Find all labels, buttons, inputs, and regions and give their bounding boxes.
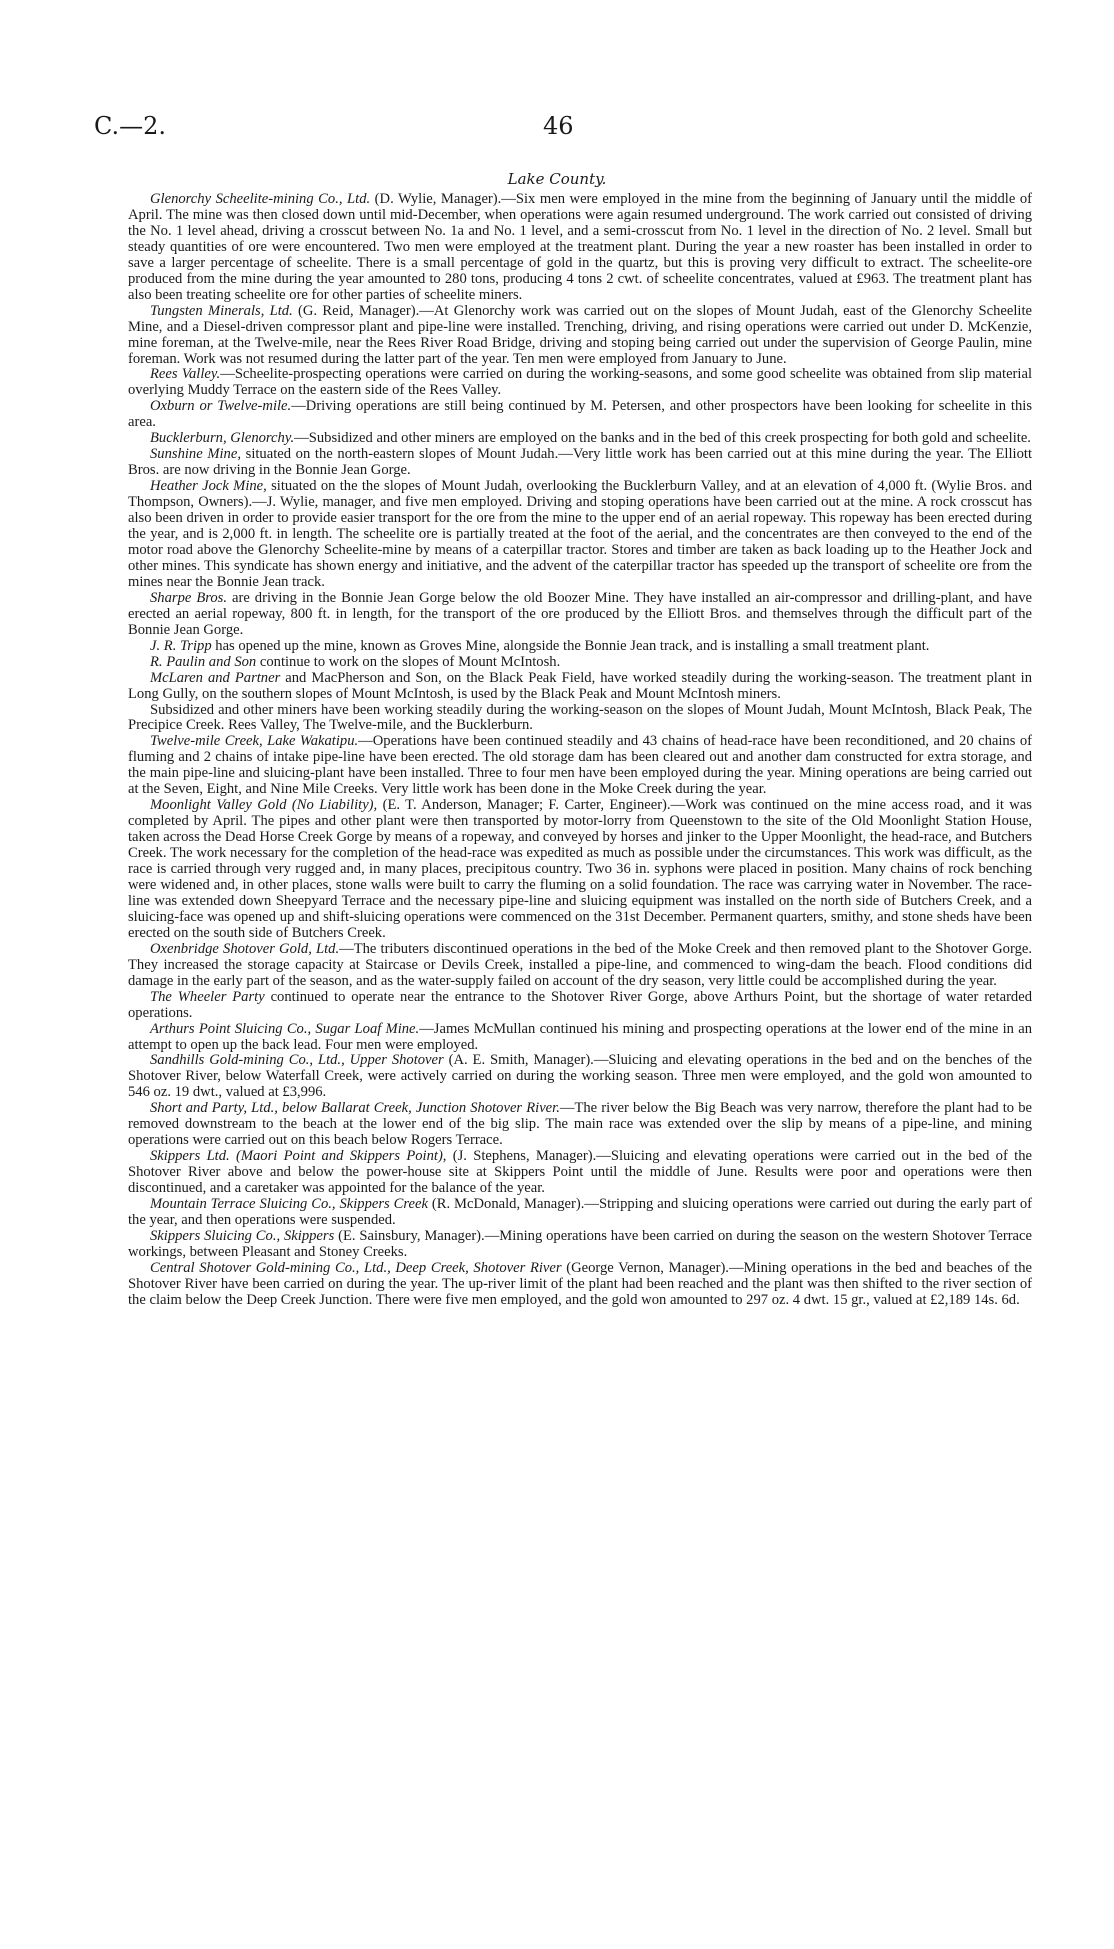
paragraph-lead: Sharpe Bros. bbox=[150, 589, 228, 606]
paragraph-text: continue to work on the slopes of Mount McIntosh. bbox=[256, 653, 561, 670]
page-number: 46 bbox=[543, 112, 574, 140]
paragraph-text: (R. McDonald, Manager).—Stripping and sluicing operations were carried out during the early part of the year, and then operations were suspended. bbox=[128, 1196, 1032, 1228]
paragraph-text: (J. Stephens, Manager).—Sluicing and elevating operations were carried out in the bed of the Shotover River above and below the power-house site at Skippers Point until the middle of June. Results were poor and operations were then discontinued, and a caretaker was appointed for the balance of the year. bbox=[128, 1148, 1032, 1197]
paragraph bbox=[128, 703, 1032, 735]
document-code: C.—2. bbox=[94, 112, 167, 140]
paragraph-text: and MacPherson and Son, on the Black Peak Field, have worked steadily during the working-season. The treatment plant in Long Gully, on the southern slopes of Mount McIntosh, is used by the Black Peak and Mount McIntosh miners. bbox=[128, 669, 1033, 702]
paragraph-text: (E. T. Anderson, Manager; F. Carter, Engineer).—Work was continued on the mine access road, and it was completed by April. The pipes and other plant were then transported by motor-lorry from Queenstown to the site of the Old Moonlight Station House, taken across the Dead Horse Creek Gorge by means of a ropeway, and conveyed by horses and jinker to the Upper Moonlight, the head-race, and Butchers Creek. The work necessary for the completion of the head-race was expedited as much as possible under the circumstances. This work was difficult, as the race is carried through very rugged and, in many places, precipitous country. Two 36 in. syphons were placed in position. Many chains of rock benching were widened and, in other places, stone walls were built to carry the fluming on a solid foundation. The race was carrying water in November. The race-line was extended down Sheepyard Terrace and the necessary pipe-line and sluicing equipment was installed on the north side of Butchers Creek, and a sluicing-face was opened up and shift-sluicing operations were commenced on the 31st December. Permanent quarters, smithy, and stone sheds have been erected on the south side of Butchers Creek. bbox=[128, 797, 1032, 941]
paragraph-lead: Skippers Ltd. (Maori Point and Skippers Point), bbox=[150, 1148, 447, 1165]
paragraph-text: are driving in the Bonnie Jean Gorge below the old Boozer Mine. They have installed an air-compressor and drilling-plant, and have erected an aerial ropeway, 800 ft. in length, for the transport of the ore produced by the Elliott Bros. and themselves through the difficult part of the Bonnie Jean Gorge. bbox=[128, 589, 1033, 638]
paragraph-lead: Glenorchy Scheelite-mining Co., Ltd. bbox=[150, 191, 371, 207]
paragraph-lead: Short and Party, Ltd., below Ballarat Creek, Junction Shotover River. bbox=[150, 1100, 560, 1117]
paragraph-lead: Oxenbridge Shotover Gold, Ltd. bbox=[150, 940, 340, 957]
paragraph-lead: The Wheeler Party bbox=[150, 988, 265, 1005]
paragraph-text: situated on the the slopes of Mount Judah, overlooking the Bucklerburn Valley, and at an elevation of 4,000 ft. (Wylie Bros. and Thompson, Owners).—J. Wylie, manager, and five men employed. Driving and stoping operations have been carried out at the mine. A rock crosscut has also been driven in order to provide easier transport for the ore from the mine to the upper end of an aerial ropeway. This ropeway has been erected during the year, and is 2,000 ft. in length. The scheelite ore is partially treated at the foot of the aerial, and the concentrates are then conveyed to the end of the motor road above the Glenorchy Scheelite-mine by means of a caterpillar tractor. Stores and timber are taken as back loading up to the Heather Jock and other mines. This syndicate has shown energy and initiative, and the advent of the caterpillar tractor has speeded up the transport of scheelite ore from the mines near the Bonnie Jean track. bbox=[128, 478, 1032, 590]
paragraph-lead: Rees Valley. bbox=[150, 366, 221, 383]
paragraph-lead: Twelve-mile Creek, Lake Wakatipu. bbox=[150, 733, 359, 750]
paragraph-lead: J. R. Tripp bbox=[150, 637, 212, 654]
paragraph bbox=[128, 671, 1032, 703]
paragraph bbox=[128, 942, 1032, 990]
paragraph bbox=[128, 479, 1032, 591]
paragraph bbox=[128, 798, 1032, 942]
paragraph-text: (George Vernon, Manager).—Mining operations in the bed and beaches of the Shotover River have been carried on during the year. The up-river limit of the plant had been reached and the plant was then shifted to the river section of the claim below the Deep Creek Junction. There were five men employed, and the gold won amounted to 297 oz. 4 dwt. 15 gr., valued at £2,189 14s. 6d. bbox=[128, 1259, 1032, 1308]
paragraph-lead: Sandhills Gold-mining Co., Ltd., Upper Shotover bbox=[150, 1052, 444, 1069]
paragraph-text: —Driving operations are still being continued by M. Petersen, and other prospectors have been looking for scheelite in this area. bbox=[128, 398, 1032, 431]
paragraph-text: (G. Reid, Manager).—At Glenorchy work was carried out on the slopes of Mount Judah, east of the Glenorchy Scheelite Mine, and a Diesel-driven compressor plant and pipe-line were installed. Trenching, driving, and rising operations were carried out under D. McKenzie, mine foreman, at the Twelve-mile, near the Rees River Road Bridge, driving and stoping being carried out under the supervision of George Paulin, mine foreman. Work was not resumed during the latter part of the year. Ten men were employed from January to June. bbox=[128, 302, 1033, 367]
paragraph bbox=[128, 655, 1032, 671]
paragraph bbox=[128, 734, 1032, 798]
paragraph-text: —The tributers discontinued operations in the bed of the Moke Creek and then removed plant to the Shotover Gorge. They increased the storage capacity at Staircase or Devils Creek, installed a pipe-line, and commenced to wing-dam the beach. Flood conditions did damage in the early part of the season, and as the water-supply failed on account of the dry season, very little could be accomplished during the year. bbox=[128, 940, 1032, 989]
paragraph bbox=[128, 399, 1032, 431]
paragraph-lead: Mountain Terrace Sluicing Co., Skippers Creek bbox=[150, 1196, 428, 1213]
paragraph-lead: Moonlight Valley Gold (No Liability), bbox=[150, 797, 378, 814]
paragraph bbox=[128, 1022, 1032, 1054]
paragraph bbox=[128, 639, 1032, 655]
paragraph-text: (E. Sainsbury, Manager).—Mining operations have been carried on during the season on the western Shotover Terrace workings, between Pleasant and Stoney Creeks. bbox=[128, 1227, 1032, 1260]
paragraph-text: —The river below the Big Beach was very narrow, therefore the plant had to be removed downstream to the beach at the lower end of the big slip. The main race was extended over the slip by means of a pipe-line, and mining operations were carried out on this beach below Rogers Terrace. bbox=[128, 1100, 1032, 1149]
paragraph-text: has opened up the mine, known as Groves Mine, alongside the Bonnie Jean track, and is installing a small treatment plant. bbox=[211, 637, 930, 654]
paragraph bbox=[128, 1149, 1032, 1197]
paragraph-lead: Arthurs Point Sluicing Co., Sugar Loaf Mine. bbox=[150, 1020, 420, 1037]
section-title: Lake County. bbox=[507, 170, 607, 188]
paragraph bbox=[128, 192, 1032, 304]
paragraph-lead: Oxburn or Twelve-mile. bbox=[150, 398, 292, 415]
paragraph bbox=[128, 1229, 1032, 1261]
paragraph bbox=[128, 990, 1032, 1022]
paragraph bbox=[128, 431, 1032, 447]
paragraph-lead: McLaren and Partner bbox=[150, 669, 281, 686]
document-body bbox=[128, 192, 1032, 1309]
paragraph-text: —Scheelite-prospecting operations were carried on during the working-seasons, and some good scheelite was obtained from slip material overlying Muddy Terrace on the eastern side of the Rees Valley. bbox=[128, 366, 1032, 399]
paragraph-text: situated on the north-eastern slopes of Mount Judah.—Very little work has been carried out at this mine during the year. The Elliott Bros. are now driving in the Bonnie Jean Gorge. bbox=[128, 446, 1032, 479]
paragraph bbox=[128, 1101, 1032, 1149]
paragraph-text: —Subsidized and other miners are employed on the banks and in the bed of this creek prospecting for both gold and scheelite. bbox=[294, 430, 1031, 447]
paragraph bbox=[128, 1197, 1032, 1229]
paragraph-lead: Heather Jock Mine, bbox=[150, 478, 267, 495]
paragraph-lead: Central Shotover Gold-mining Co., Ltd., Deep Creek, Shotover River bbox=[150, 1259, 562, 1276]
paragraph bbox=[128, 1261, 1032, 1309]
paragraph-lead: Sunshine Mine, bbox=[150, 446, 241, 463]
paragraph bbox=[128, 304, 1032, 368]
paragraph-lead: R. Paulin and Son bbox=[150, 653, 257, 670]
paragraph-text: (A. E. Smith, Manager).—Sluicing and elevating operations in the bed and on the benches of the Shotover River, below Waterfall Creek, were actively carried on during the working season. Three men were employed, and the gold won amounted to 546 oz. 19 dwt., valued at £3,996. bbox=[128, 1052, 1032, 1101]
paragraph-text: (D. Wylie, Manager).—Six men were employed in the mine from the beginning of January until the middle of April. The mine was then closed down until mid-December, when operations were again resumed underground. The work carried out consisted of driving the No. 1 level ahead, driving a crosscut between No. 1a and No. 1 level, and a semi-crosscut from No. 1 level in the direction of No. 2 level. Small but steady quantities of ore were encountered. Two men were employed at the treatment plant. During the year a new roaster has been installed in order to save a larger percentage of scheelite. There is a small percentage of gold in the quartz, but this is proving very difficult to extract. The scheelite-ore produced from the mine during the year amounted to 280 tons, producing 4 tons 2 cwt. of scheelite concentrates, valued at £963. The treatment plant has also been treating scheelite ore for other parties of scheelite miners. bbox=[128, 191, 1032, 303]
paragraph bbox=[128, 1053, 1032, 1101]
paragraph-text: Subsidized and other miners have been working steadily during the working-season on the slopes of Mount Judah, Mount McIntosh, Black Peak, The Precipice Creek. Rees Valley, The Twelve-mile, and the Bucklerburn. bbox=[128, 701, 1032, 734]
paragraph-text: —James McMullan continued his mining and prospecting operations at the lower end of the mine in an attempt to open up the back lead. Four men were employed. bbox=[128, 1020, 1033, 1053]
paragraph-lead: Skippers Sluicing Co., Skippers bbox=[150, 1227, 335, 1244]
paragraph bbox=[128, 591, 1032, 639]
paragraph bbox=[128, 367, 1032, 399]
paragraph-text: continued to operate near the entrance to the Shotover River Gorge, above Arthurs Point, but the shortage of water retarded operations. bbox=[128, 988, 1033, 1021]
paragraph-lead: Bucklerburn, Glenorchy. bbox=[150, 430, 295, 447]
paragraph bbox=[128, 447, 1032, 479]
paragraph-lead: Tungsten Minerals, Ltd. bbox=[150, 302, 293, 319]
page-header bbox=[0, 110, 1114, 150]
paragraph-text: —Operations have been continued steadily and 43 chains of head-race have been reconditioned, and 20 chains of fluming and 2 chains of intake pipe-line have been erected. The old storage dam has been cleared out and another dam constructed for extra storage, and the main pipe-line and sluicing-plant have been installed. Three to four men have been employed during the year. Mining operations are being carried out at the Seven, Eight, and Nine Mile Creeks. Very little work has been done in the Moke Creek during the year. bbox=[128, 733, 1032, 798]
